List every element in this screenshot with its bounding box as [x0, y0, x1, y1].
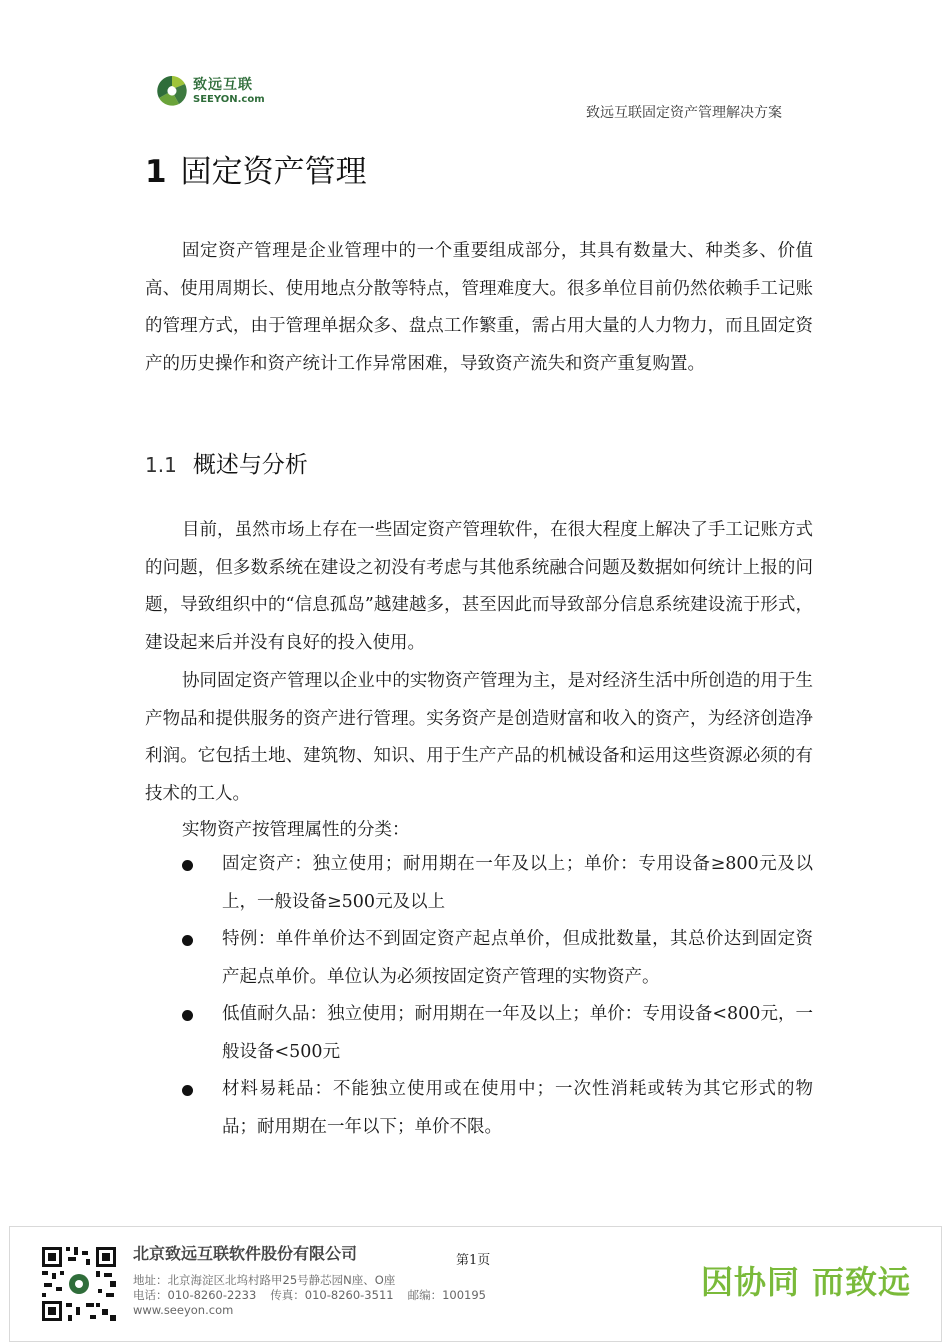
footer-slogan [701, 1257, 911, 1303]
footer-phone: 电话：010-8260-2233 [133, 1288, 257, 1302]
footer-postcode: 邮编：100195 [407, 1288, 486, 1302]
section-title: 固定资产管理 [180, 154, 367, 190]
footer-fax: 传真：010-8260-3511 [270, 1288, 394, 1302]
bullet-icon [182, 935, 193, 946]
classification-intro: 实物资产按管理属性的分类： [182, 820, 410, 840]
page-footer [9, 1226, 942, 1342]
footer-contacts [133, 1287, 500, 1303]
footer-company-name: 北京致远互联软件股份有限公司 [133, 1244, 358, 1263]
list-item [180, 996, 813, 1071]
list-item-text: 低值耐久品：独立使用；耐用期在一年及以上；单价：专用设备<800元，一般设备<500元 [222, 1004, 813, 1062]
list-item [180, 1071, 813, 1146]
seeyon-logo-icon [155, 74, 189, 108]
intro-paragraph: 固定资产管理是企业管理中的一个重要组成部分，其具有数量大、种类多、价值高、使用周期长、使用地点分散等特点，管理难度大。很多单位目前仍然依赖手工记账的管理方式，由于管理单据众多、盘点工作繁重，需占用大量的人力物力，而且固定资产的历史操作和资产统计工作异常困难，导致资产流失和资产重复购置。 [145, 241, 813, 374]
subsection-title: 概述与分析 [192, 452, 308, 478]
company-logo [155, 74, 265, 108]
logo-en-text: SEEYON.com [193, 93, 265, 105]
list-item-text: 固定资产：独立使用；耐用期在一年及以上；单价：专用设备≥800元及以上，一般设备≥500元及以上 [222, 854, 813, 912]
section-heading-1-1 [145, 446, 308, 479]
section-number: 1 [145, 154, 167, 190]
list-item [180, 921, 813, 996]
overview-paragraph-2: 协同固定资产管理以企业中的实物资产管理为主，是对经济生活中所创造的用于生产物品和提供服务的资产进行管理。实务资产是创造财富和收入的资产，为经济创造净利润。它包括土地、建筑物、知识、用于生产产品的机械设备和运用这些资源必须的有技术的工人。 [145, 671, 813, 804]
list-item [180, 846, 813, 921]
overview-paragraph-1: 目前，虽然市场上存在一些固定资产管理软件，在很大程度上解决了手工记账方式的问题，但多数系统在建设之初没有考虑与其他系统融合问题及数据如何统计上报的问题，导致组织中的“信息孤岛”越建越多，甚至因此而导致部分信息系统建设流于形式，建设起来后并没有良好的投入使用。 [145, 520, 813, 653]
slogan-part-2: 而致远 [811, 1263, 911, 1301]
qr-code-icon [40, 1245, 118, 1323]
subsection-number: 1.1 [145, 453, 177, 477]
bullet-icon [182, 1085, 193, 1096]
slogan-part-1: 因协同 [700, 1263, 800, 1301]
page-number: 第1页 [456, 1253, 491, 1268]
bullet-icon [182, 1010, 193, 1021]
logo-cn-text: 致远互联 [193, 76, 253, 93]
section-heading-1 [145, 146, 367, 191]
list-item-text: 材料易耗品：不能独立使用或在使用中；一次性消耗或转为其它形式的物品；耐用期在一年以下；单价不限。 [222, 1079, 813, 1137]
bullet-icon [182, 860, 193, 871]
list-item-text: 特例：单件单价达不到固定资产起点单价，但成批数量，其总价达到固定资产起点单价。单位认为必须按固定资产管理的实物资产。 [222, 929, 813, 987]
document-title: 致远互联固定资产管理解决方案 [586, 105, 782, 121]
footer-address: 地址：北京海淀区北坞村路甲25号静芯园N座、O座 [133, 1273, 396, 1287]
asset-classification-list [180, 846, 813, 1146]
footer-website[interactable]: www.seeyon.com [133, 1303, 234, 1317]
